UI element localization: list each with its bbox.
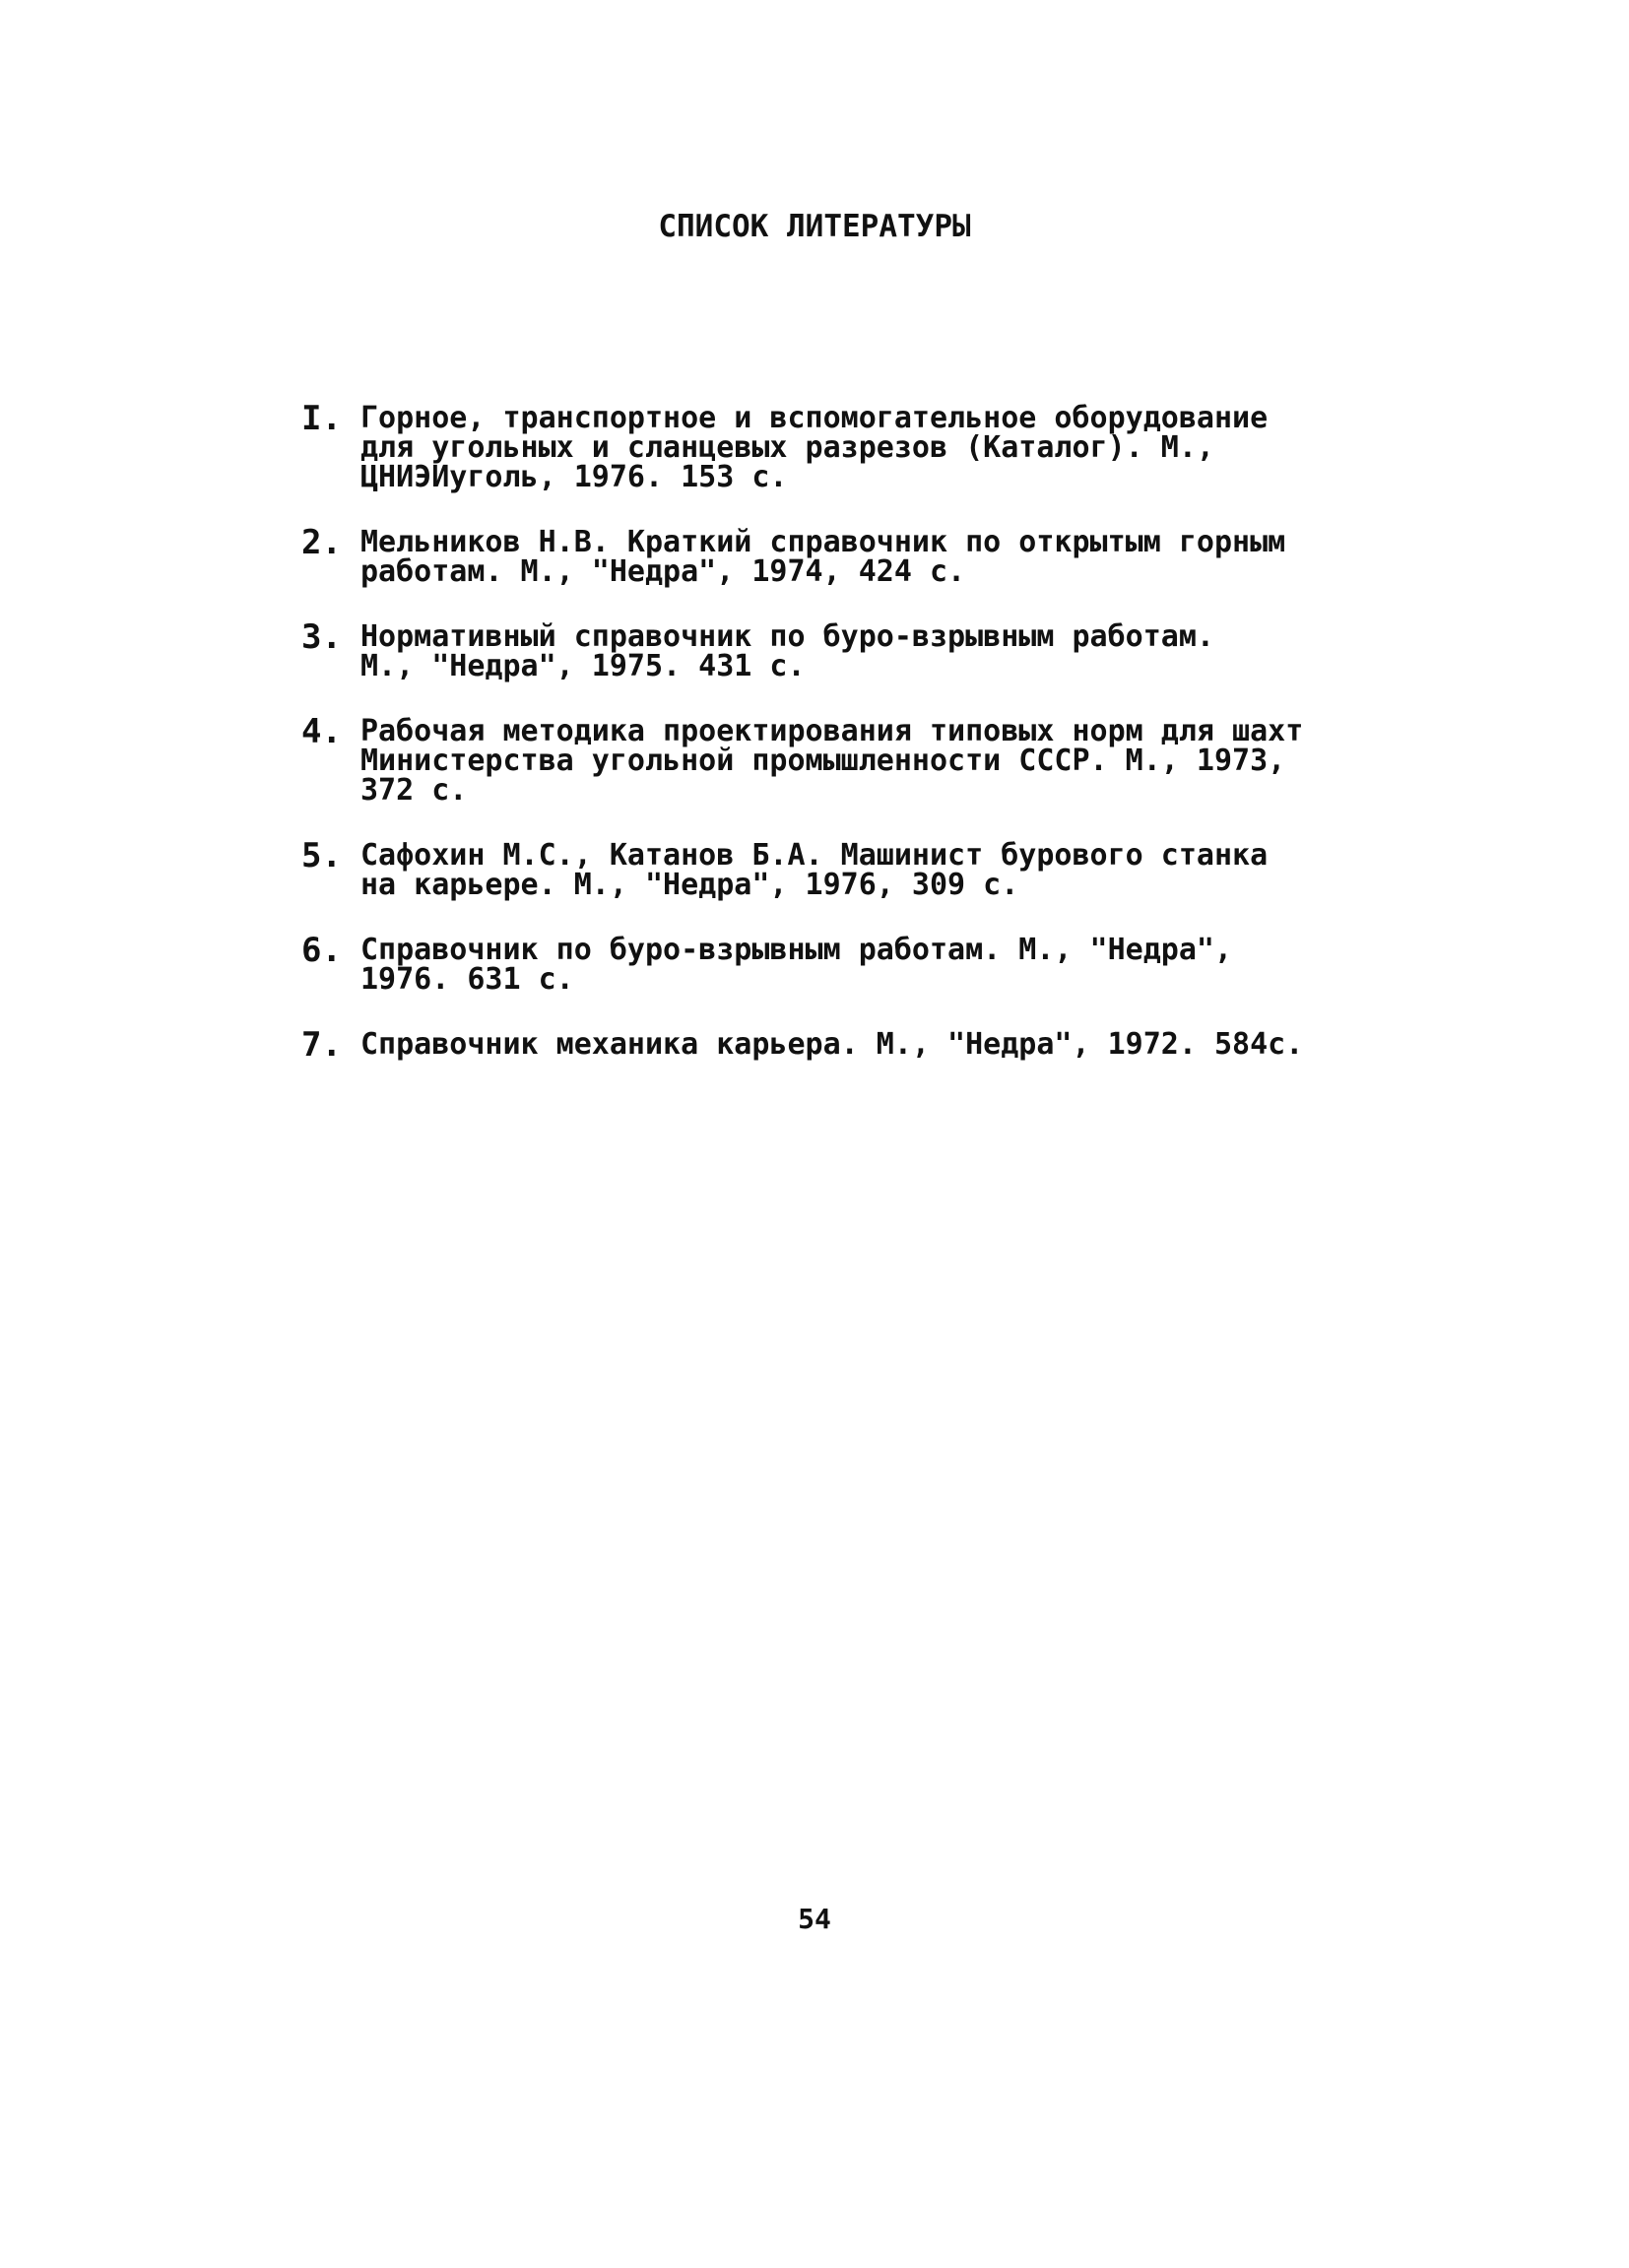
reference-number: I.	[301, 399, 342, 438]
reference-text: Справочник механика карьера. М., "Недра", 1972. 584с.	[360, 1027, 1304, 1062]
reference-number: 7.	[301, 1025, 342, 1065]
reference-text: Справочник по буро-взрывным работам. М., "Недра", 1976. 631 с.	[360, 933, 1233, 997]
reference-item-2	[301, 523, 1385, 589]
reference-number: 3.	[301, 617, 342, 657]
reference-item-7	[301, 1025, 1385, 1065]
reference-text: Горное, транспортное и вспомогательное оборудование для угольных и сланцевых разрезов (Каталог). М., ЦНИЭИуголь, 1976. 153 с.	[360, 401, 1269, 494]
reference-item-6	[301, 931, 1385, 997]
reference-number: 6.	[301, 931, 342, 970]
reference-text: Сафохин М.С., Катанов Б.А. Машинист бурового станка на карьере. М., "Недра", 1976, 309 с.	[360, 838, 1269, 902]
reference-text: Мельников Н.В. Краткий справочник по открытым горным работам. М., "Недра", 1974, 424 с.	[360, 525, 1286, 589]
reference-item-5	[301, 836, 1385, 902]
reference-item-3	[301, 617, 1385, 683]
reference-text: Нормативный справочник по буро-взрывным работам. М., "Недра", 1975. 431 с.	[360, 619, 1214, 683]
reference-list	[301, 399, 1385, 1095]
page-title: СПИСОК ЛИТЕРАТУРЫ	[658, 209, 971, 244]
reference-number: 5.	[301, 836, 342, 875]
reference-text: Рабочая методика проектирования типовых норм для шахт Министерства угольной промышленности СССР. М., 1973, 372 с.	[360, 714, 1304, 808]
reference-item-4	[301, 712, 1385, 808]
reference-number: 2.	[301, 523, 342, 562]
reference-item-1	[301, 399, 1385, 494]
page-number: 54	[798, 1903, 831, 1935]
reference-number: 4.	[301, 712, 342, 751]
